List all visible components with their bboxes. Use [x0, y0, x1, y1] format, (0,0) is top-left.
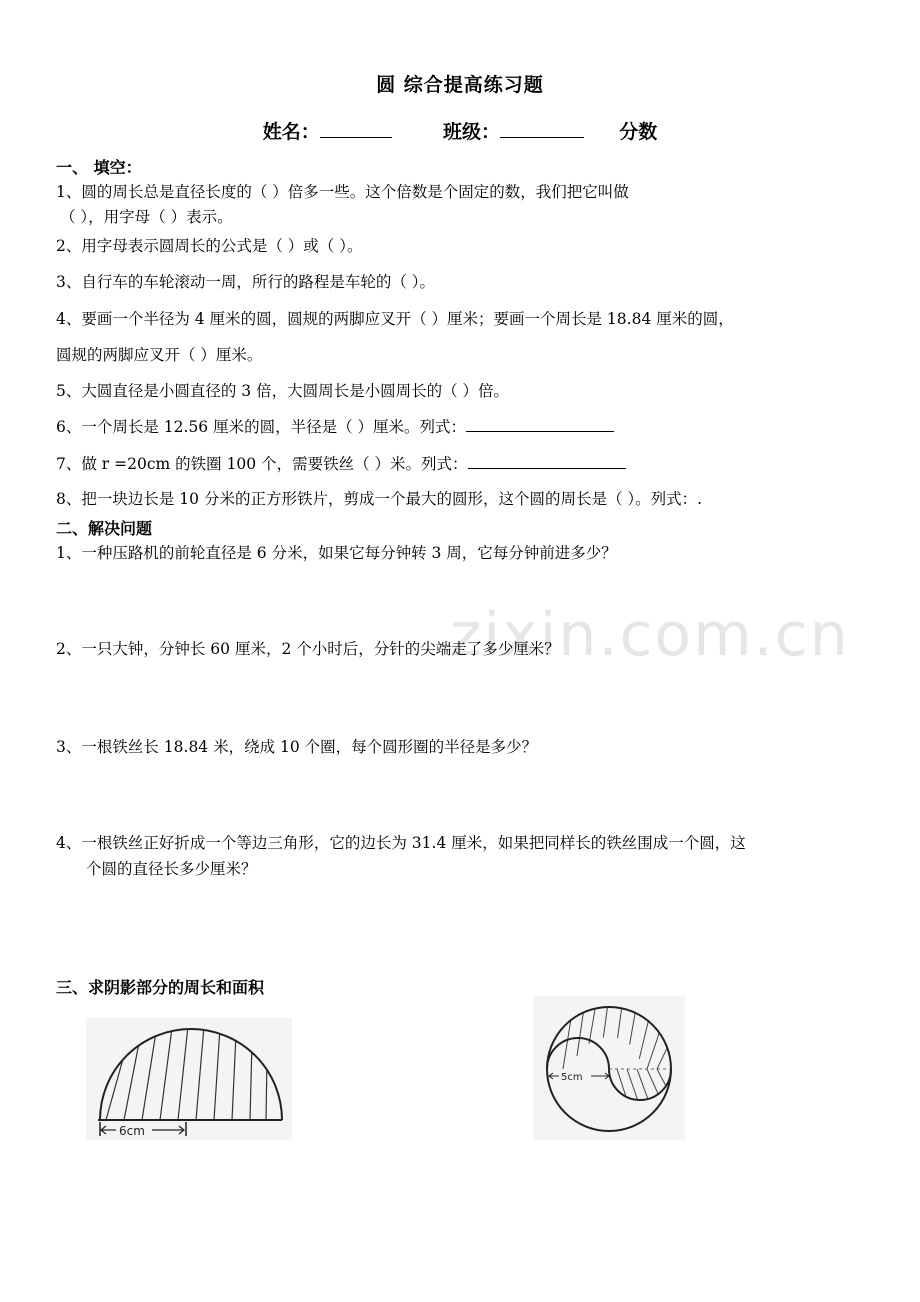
question-1-line-1: 1、圆的周长总是直径长度的（ ）倍多一些。这个倍数是个固定的数，我们把它叫做: [56, 183, 629, 201]
section-heading-fill-in: 一、 填空：: [56, 158, 142, 177]
question-1-line-2: （ ），用字母（ ）表示。: [60, 208, 233, 226]
question-7-answer-line[interactable]: [468, 454, 626, 469]
question-7: 7、做 r =20cm 的铁圈 100 个，需要铁丝（ ）米。列式：: [56, 455, 468, 473]
question-6-row: [56, 415, 614, 437]
figure-semicircle: [86, 1018, 292, 1140]
name-label: 姓名：: [262, 121, 320, 143]
problem-4-line-2: 个圆的直径长多少厘米？: [86, 860, 257, 878]
question-8: 8、把一块边长是 10 分米的正方形铁片，剪成一个最大的圆形，这个圆的周长是（ ）。列式：.: [56, 490, 703, 508]
student-info-row: [0, 117, 920, 144]
figure-2-label: 5cm: [561, 1072, 583, 1083]
section-heading-shaded: 三、求阴影部分的周长和面积: [56, 978, 265, 997]
question-3: 3、自行车的车轮滚动一周，所行的路程是车轮的（ ）。: [56, 273, 436, 291]
watermark: zixin.com.cn: [450, 600, 850, 670]
question-5: 5、大圆直径是小圆直径的 3 倍，大圆周长是小圆周长的（ ）倍。: [56, 382, 510, 400]
question-4-line-1: 4、要画一个半径为 4 厘米的圆，圆规的两脚应叉开（ ）厘米；要画一个周长是 18.84 厘米的圆，: [56, 310, 734, 328]
question-4-line-2: 圆规的两脚应叉开（ ）厘米。: [56, 346, 263, 364]
score-label: 分数: [619, 121, 658, 143]
question-6-answer-line[interactable]: [466, 417, 614, 432]
problem-4-line-1: 4、一根铁丝正好折成一个等边三角形，它的边长为 31.4 厘米，如果把同样长的铁丝围成一个圆，这: [56, 834, 746, 852]
class-blank[interactable]: [500, 119, 584, 138]
name-blank[interactable]: [320, 119, 392, 138]
question-2: 2、用字母表示圆周长的公式是（ ）或（ ）。: [56, 237, 363, 255]
figure-circle-shaded: [533, 996, 685, 1140]
section-heading-problems: 二、解决问题: [56, 519, 153, 538]
problem-1: 1、一种压路机的前轮直径是 6 分米，如果它每分钟转 3 周，它每分钟前进多少？: [56, 544, 617, 562]
page-title: 圆 综合提高练习题: [376, 74, 544, 96]
problem-2: 2、一只大钟，分钟长 60 厘米，2 个小时后，分针的尖端走了多少厘米？: [56, 640, 560, 658]
figure-1-label: 6cm: [119, 1124, 145, 1138]
problem-3: 3、一根铁丝长 18.84 米，绕成 10 个圈，每个圆形圈的半径是多少？: [56, 738, 538, 756]
question-7-row: [56, 452, 626, 474]
question-6: 6、一个周长是 12.56 厘米的圆，半径是（ ）厘米。列式：: [56, 418, 467, 436]
class-label: 班级：: [442, 121, 500, 143]
